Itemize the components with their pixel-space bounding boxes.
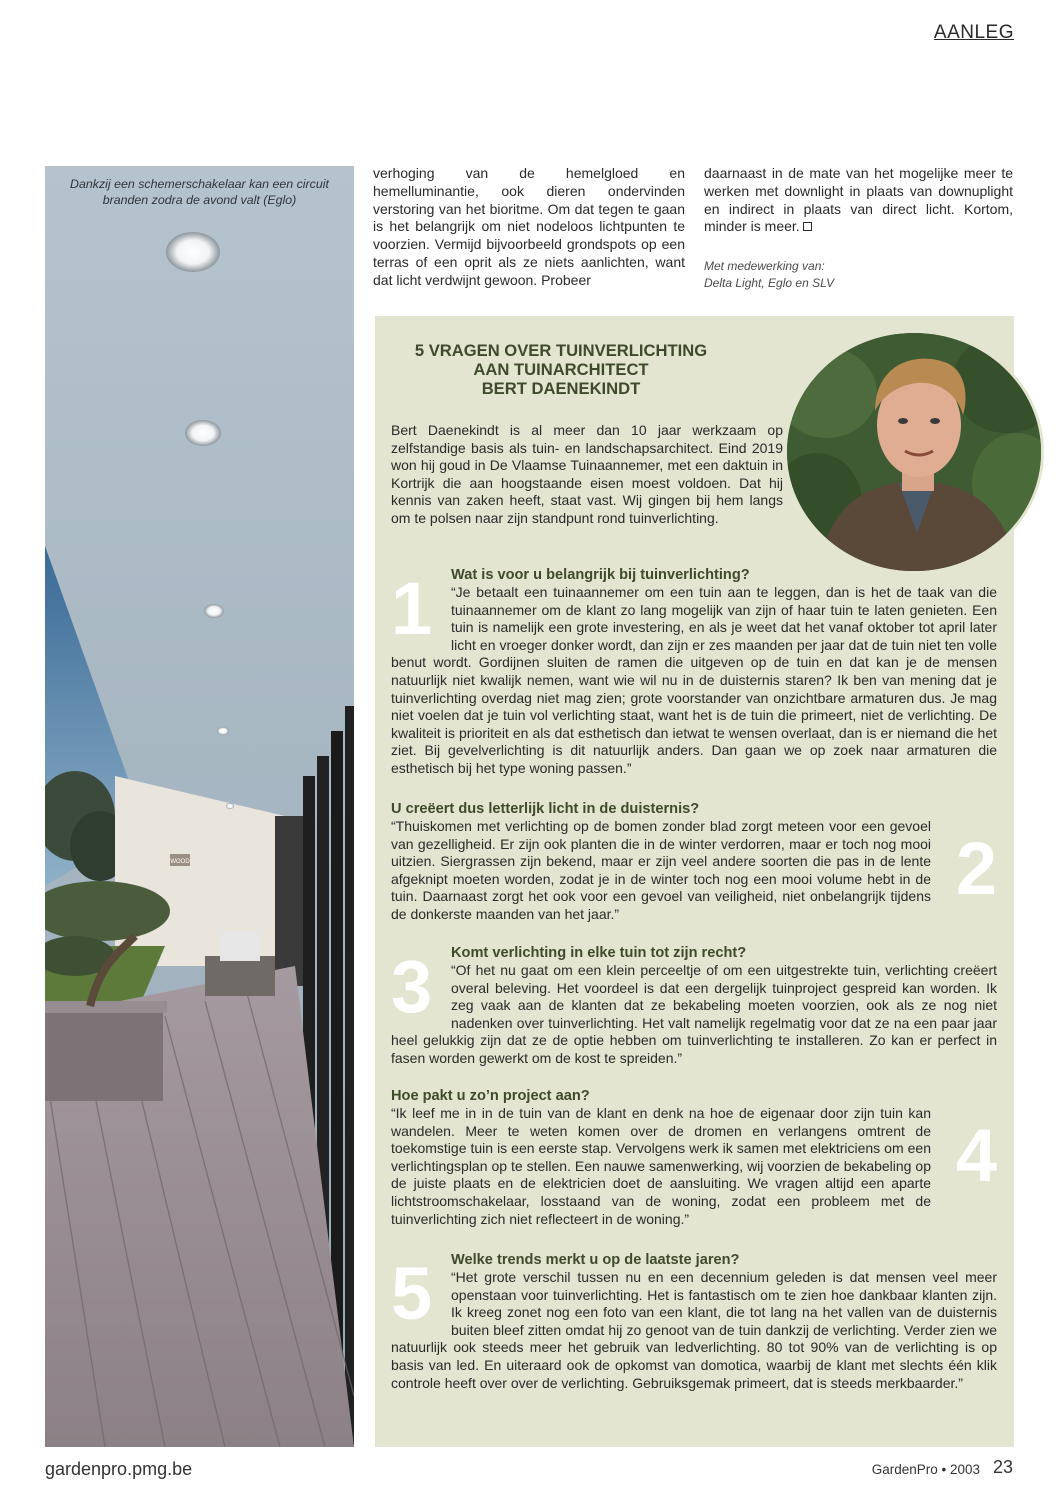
article-column-a: verhoging van de hemelgloed en hemelluminantie, ook dieren ondervinden verstoring van het bioritme. Om dat tegen te gaan is het belangrijk om niet nodeloos lichtpunten te voorzien. Vermijd bijvoorbeeld grondspots op een terras of een oprit als ze niets aanlichten, want dat licht verdwijnt gewoon. Probeer bbox=[373, 165, 685, 288]
qa-block-3 bbox=[391, 944, 997, 1068]
downlight-1 bbox=[166, 232, 220, 272]
question-5: Welke trends merkt u op de laatste jaren? bbox=[451, 1252, 740, 1268]
interview-intro: Bert Daenekindt is al meer dan 10 jaar werkzaam op zelfstandige basis als tuin- en landschapsarchitect. Eind 2019 won hij goud in De Vlaamse Tuinaannemer, met een daktuin in Kortrijk die aan hoogstaande eisen moest voldoen. Dat hij kennis van zaken heeft, staat vast. Wij gingen bij hem langs om te polsen naar zijn standpunt rond tuinverlichting. bbox=[391, 422, 783, 526]
qa-number-4: 4 bbox=[955, 1114, 997, 1197]
title-line-2: AAN TUINARCHITECT bbox=[473, 360, 649, 379]
downlight-5 bbox=[226, 803, 234, 809]
portrait-photo bbox=[784, 330, 1044, 574]
answer-2: “Thuiskomen met verlichting op de bomen zonder blad zorgt meteen voor een gevoel van gezelligheid. Er zijn ook planten die in de winter verdorren, maar er toch nog mooi uitzien. Siergrassen zijn bekend, maar er zijn veel andere soorten die pas in de lente afgeknipt moeten worden, zodat je in de winter toch nog een mooi volume hebt in de tuin. Daarnaast zorgt het ook voor een gevoel van veiligheid, niet onbelangrijk tijdens de donkerste maanden van het jaar.” bbox=[391, 818, 931, 922]
credit-names: Delta Light, Eglo en SLV bbox=[704, 276, 835, 290]
qa-block-4 bbox=[391, 1087, 997, 1228]
answer-3: “Of het nu gaat om een klein perceeltje of om een uitgestrekte tuin, verlichting creëert overal beleving. Het voordeel is dat een dergelijk tuinproject gespreid kan worden. Ik zeg vaak aan de klanten dat ze bekabeling moeten voorzien, ook als ze nog niet nadenken over tuinverlichting. Het valt namelijk regelmatig voor dat ze na een paar jaar heel gelukkig zijn dat ze de optie hebben om tuinverlichting te installeren. Zo kan er perfect in fasen worden gewerkt om de kost te spreiden.” bbox=[391, 962, 997, 1066]
qa-number-5: 5 bbox=[391, 1252, 433, 1335]
answer-5: “Het grote verschil tussen nu en een decennium geleden is dat mensen veel meer openstaan voor tuinverlichting. Het is fantastisch om te zien hoe dankbaar klanten zijn. Ik kreeg zonet nog een foto van een klant, die tot lang na het vallen van de duisternis buiten bleef zitten omdat hij zo genoot van de tuin dankzij de verlichting. Verder zien we natuurlijk ook steeds meer het gebruik van ledverlichting. 80 tot 90% van de verlichting is op basis van led. En uiteraard ook de opkomst van domotica, waarbij de klant met slechts één klik controle heeft over over de verlichting. Gebruiksgemak primeert, dat is steeds merkbaarder.” bbox=[391, 1269, 997, 1391]
question-4: Hoe pakt u zo’n project aan? bbox=[391, 1088, 590, 1104]
footer-magazine: GardenPro • 2003 bbox=[871, 1462, 980, 1477]
qa-block-5 bbox=[391, 1251, 997, 1392]
question-2: U creëert dus letterlijk licht in de duisternis? bbox=[391, 801, 700, 817]
answer-4: “Ik leef me in in de tuin van de klant en denk na hoe de eigenaar door zijn tuin kan wandelen. Meer te weten komen over de dromen en verlangens omtrent de toekomstige tuin is een eerste stap. Vervolgens werk ik samen met elektriciens om een verlichtingsplan op te stellen. Een nauwe samenwerking, wij voorzien de bekabeling op de juiste plaats en de elektricien doet de aansluiting. We vragen altijd een aparte lichtstroomschakelaar, losstaand van de woning, zodat een probleem met de tuinverlichting zich niet reflecteert in de woning.” bbox=[391, 1105, 931, 1227]
downlight-3 bbox=[204, 604, 224, 618]
downlight-4 bbox=[217, 727, 229, 735]
qa-block-1 bbox=[391, 566, 997, 778]
credit-label: Met medewerking van: bbox=[704, 259, 825, 273]
qa-number-2: 2 bbox=[955, 827, 997, 910]
title-line-1: 5 VRAGEN OVER TUINVERLICHTING bbox=[414, 341, 708, 360]
title-line-3: BERT DAENEKINDT bbox=[481, 379, 641, 398]
article-column-b-text: daarnaast in de mate van het mogelijke meer te werken met downlight in plaats van downuplight en indirect in plaats van direct licht. Kortom, minder is meer. bbox=[704, 165, 1013, 235]
credits bbox=[704, 258, 1013, 292]
answer-1: “Je betaalt een tuinaannemer om een tuin aan te leggen, dan is het de taak van die tuinaannemer om de klant zo lang mogelijk van zijn of haar tuin te laten genieten. Een tuin is namelijk een grote investering, en als je weet dat het vanaf oktober tot april later licht en vroeger donker wordt, dan zijn er zes maanden per jaar dat de tuin niet ten volle benut wordt. Gordijnen sluiten de ramen die uitgeven op de tuin en dat kan je de mensen natuurlijk niet kwalijk nemen, want wie wil nu in de duisternis staren? Ik ben van mening dat je tuinverlichting overdag niet mag zien; grote voorstander van onzichtbare armaturen dus. Je mag niet voelen dat je tuin vol verlichting staat, want het is de tuin die primeert, niet de verlichting. De kwaliteit is prioriteit en als dat esthetisch dan ietwat te wensen overlaat, dan is er niemand die het ziet. Bij gevelverlichting is dit natuurlijk anders. Dan gaan we op zoek naar armaturen die esthetisch bij het type woning passen.” bbox=[391, 584, 997, 776]
section-tag: AANLEG bbox=[933, 22, 1014, 43]
article-column-b bbox=[704, 165, 1013, 236]
footer-url-link[interactable]: gardenpro.pmg.be bbox=[45, 1459, 193, 1479]
qa-number-3: 3 bbox=[391, 945, 433, 1028]
photo-caption: Dankzij een schemerschakelaar kan een circuit branden zodra de avond valt (Eglo) bbox=[70, 177, 329, 207]
downlight-2 bbox=[185, 420, 221, 446]
qa-number-1: 1 bbox=[391, 567, 433, 650]
terrace-photo bbox=[45, 166, 354, 1447]
wood-sign-text: WOOD bbox=[170, 859, 190, 865]
question-1: Wat is voor u belangrijk bij tuinverlichting? bbox=[451, 567, 750, 583]
terrace-illustration bbox=[45, 166, 354, 1447]
page-number: 23 bbox=[992, 1457, 1013, 1477]
end-mark-icon bbox=[803, 222, 812, 231]
qa-block-2 bbox=[391, 800, 997, 924]
question-3: Komt verlichting in elke tuin tot zijn recht? bbox=[451, 945, 747, 961]
interview-title bbox=[391, 341, 731, 398]
portrait-illustration bbox=[787, 333, 1044, 574]
